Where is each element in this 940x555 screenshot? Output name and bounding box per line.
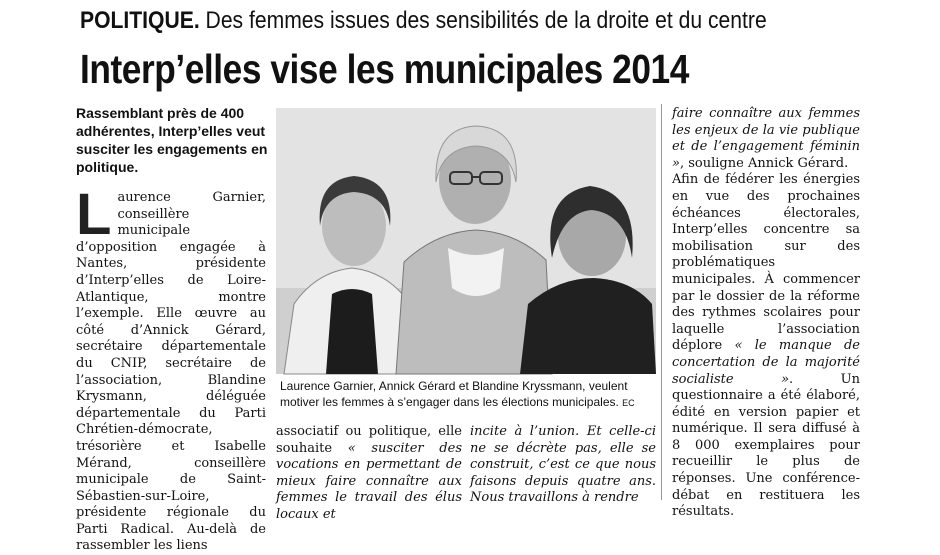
col4-paragraph-1 (672, 106, 860, 172)
col2-text: associatif ou politique, elle souhaite (276, 424, 462, 456)
col4-para2-end: . Un questionnaire a été élaboré, édité en version papier et numérique. Il sera diffusé à 8 000 exemplaires pour recueillir le plus de réponses. Une conférence-débat en restituera les résultats. (672, 371, 860, 520)
col3-quote: incite à l’union. Et celle-ci ne se décrète pas, elle se construit, c’est ce que nous faisons depuis quatre ans. Nous travaillons à rendre (470, 424, 656, 506)
drop-cap: L (76, 182, 112, 247)
body-column-4 (672, 106, 860, 520)
body-column-2 (276, 424, 462, 524)
body-column-3 (470, 424, 656, 507)
photo-caption (280, 378, 656, 411)
col1-text: aurence Garnier, conseillère municipale d’opposition engagée à Nantes, présidente d’Interp’elles de Loire-Atlantique, montre l’exemple. Elle œuvre au côté d’Annick Gérard, secrétaire départementale du CNIP, secrétaire de l’association, Blandine Krysmann, déléguée départementale du Parti Chrétien-démocrate, trésorière et Isabelle Mérand, conseillère municipale de Saint-Sébastien-sur-Loire, présidente régionale du Parti Radical. Au-delà de rassembler les liens (76, 190, 266, 554)
article-photo (276, 108, 656, 374)
kicker (80, 6, 767, 36)
caption-text: Laurence Garnier, Annick Gérard et Blandine Kryssmann, veulent motiver les femmes à s’engager dans les élections municipales. (280, 379, 628, 409)
standfirst: Rassemblant près de 400 adhérentes, Interp’elles veut susciter les engagements en politique. (76, 105, 268, 175)
photo-credit: EC (622, 398, 635, 408)
column-divider (661, 104, 662, 500)
kicker-text: Des femmes issues des sensibilités de la droite et du centre (199, 7, 767, 34)
body-column-1 (76, 182, 266, 554)
three-women-photo-illustration (276, 108, 656, 374)
col4-para2-start: Afin de fédérer les énergies en vue des prochaines échéances électorales, Interp’elles concentre sa mobilisation sur des problématiques municipales. À commencer par le dossier de la réforme des rythmes scolaires pour laquelle l’association déplore (672, 172, 860, 354)
col4-attribution: , souligne Annick Gérard. (679, 155, 849, 171)
col4-para2-quote: « le manque de concertation de la majorité socialiste » (672, 338, 860, 387)
col2-quote: « susciter des vocations en permettant de mieux faire connaître aux femmes le travail des élus locaux et (276, 440, 462, 522)
kicker-label: POLITIQUE. (80, 7, 200, 34)
col4-quote: faire connaître aux femmes les enjeux de la vie publique et de l’engagement féminin » (672, 106, 860, 171)
col4-paragraph-2 (672, 172, 860, 520)
headline: Interp’elles vise les municipales 2014 (80, 46, 689, 92)
